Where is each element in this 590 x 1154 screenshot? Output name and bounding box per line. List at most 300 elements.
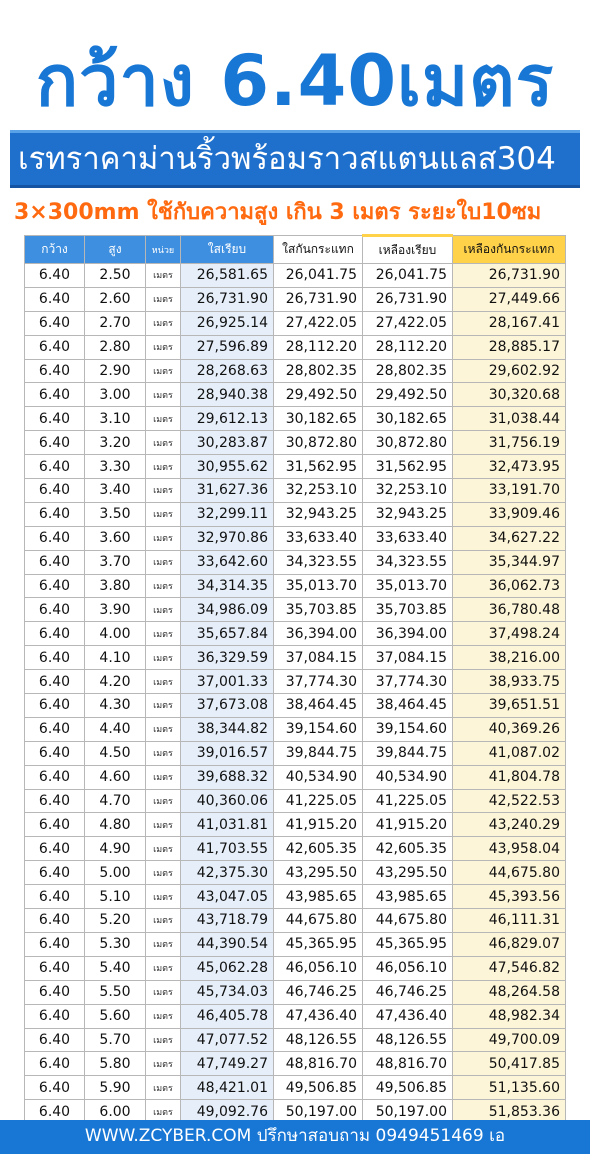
cell-clear-impact: 44,675.80 — [274, 909, 363, 933]
cell-height: 5.50 — [85, 980, 146, 1004]
cell-yellow-impact: 36,062.73 — [453, 574, 566, 598]
table-row — [25, 646, 566, 670]
cell-yellow-impact: 41,804.78 — [453, 765, 566, 789]
cell-clear-plain: 46,405.78 — [181, 1004, 274, 1028]
cell-yellow-impact: 31,756.19 — [453, 431, 566, 455]
cell-yellow-impact: 46,111.31 — [453, 909, 566, 933]
cell-height: 4.20 — [85, 670, 146, 694]
cell-width: 6.40 — [25, 837, 85, 861]
table-row — [25, 741, 566, 765]
table-row — [25, 526, 566, 550]
cell-clear-plain: 41,703.55 — [181, 837, 274, 861]
cell-yellow-plain: 26,041.75 — [363, 264, 453, 288]
cell-yellow-plain: 48,126.55 — [363, 1028, 453, 1052]
cell-yellow-impact: 30,320.68 — [453, 383, 566, 407]
table-row — [25, 694, 566, 718]
cell-yellow-plain: 39,154.60 — [363, 717, 453, 741]
cell-clear-impact: 43,295.50 — [274, 861, 363, 885]
cell-clear-impact: 43,985.65 — [274, 885, 363, 909]
header-unit: หน่วย — [146, 236, 181, 264]
table-row — [25, 813, 566, 837]
cell-width: 6.40 — [25, 956, 85, 980]
cell-height: 3.90 — [85, 598, 146, 622]
table-row — [25, 407, 566, 431]
cell-clear-plain: 40,360.06 — [181, 789, 274, 813]
table-row — [25, 1076, 566, 1100]
cell-clear-impact: 38,464.45 — [274, 694, 363, 718]
cell-yellow-impact: 27,449.66 — [453, 287, 566, 311]
cell-clear-plain: 26,581.65 — [181, 264, 274, 288]
cell-yellow-impact: 29,602.92 — [453, 359, 566, 383]
cell-height: 3.00 — [85, 383, 146, 407]
table-row — [25, 383, 566, 407]
cell-clear-plain: 42,375.30 — [181, 861, 274, 885]
cell-clear-impact: 42,605.35 — [274, 837, 363, 861]
cell-yellow-plain: 30,182.65 — [363, 407, 453, 431]
cell-height: 5.70 — [85, 1028, 146, 1052]
cell-height: 6.00 — [85, 1100, 146, 1124]
cell-clear-plain: 43,718.79 — [181, 909, 274, 933]
cell-clear-plain: 34,986.09 — [181, 598, 274, 622]
cell-clear-plain: 29,612.13 — [181, 407, 274, 431]
cell-height: 3.10 — [85, 407, 146, 431]
cell-clear-impact: 34,323.55 — [274, 550, 363, 574]
cell-yellow-impact: 33,909.46 — [453, 502, 566, 526]
cell-yellow-plain: 50,197.00 — [363, 1100, 453, 1124]
cell-clear-plain: 45,062.28 — [181, 956, 274, 980]
cell-clear-plain: 31,627.36 — [181, 479, 274, 503]
cell-yellow-impact: 45,393.56 — [453, 885, 566, 909]
cell-clear-plain: 45,734.03 — [181, 980, 274, 1004]
cell-clear-impact: 35,013.70 — [274, 574, 363, 598]
cell-clear-impact: 41,915.20 — [274, 813, 363, 837]
cell-clear-impact: 37,774.30 — [274, 670, 363, 694]
subtitle: 3×300mm ใช้กับความสูง เกิน 3 เมตร ระยะใบ10ซม — [14, 200, 542, 225]
cell-yellow-plain: 33,633.40 — [363, 526, 453, 550]
cell-yellow-impact: 49,700.09 — [453, 1028, 566, 1052]
cell-yellow-plain: 43,295.50 — [363, 861, 453, 885]
cell-unit: เมตร — [146, 335, 181, 359]
cell-height: 5.30 — [85, 932, 146, 956]
cell-yellow-impact: 37,498.24 — [453, 622, 566, 646]
table-row — [25, 622, 566, 646]
cell-clear-impact: 32,943.25 — [274, 502, 363, 526]
cell-clear-plain: 35,657.84 — [181, 622, 274, 646]
cell-height: 4.10 — [85, 646, 146, 670]
cell-clear-plain: 48,421.01 — [181, 1076, 274, 1100]
cell-yellow-plain: 29,492.50 — [363, 383, 453, 407]
cell-yellow-impact: 28,167.41 — [453, 311, 566, 335]
cell-height: 3.20 — [85, 431, 146, 455]
cell-height: 2.60 — [85, 287, 146, 311]
cell-clear-impact: 37,084.15 — [274, 646, 363, 670]
cell-yellow-impact: 44,675.80 — [453, 861, 566, 885]
cell-yellow-plain: 45,365.95 — [363, 932, 453, 956]
cell-clear-plain: 26,731.90 — [181, 287, 274, 311]
cell-height: 5.10 — [85, 885, 146, 909]
cell-yellow-plain: 47,436.40 — [363, 1004, 453, 1028]
cell-yellow-impact: 36,780.48 — [453, 598, 566, 622]
cell-height: 3.70 — [85, 550, 146, 574]
header-yellow-impact: เหลืองกันกระแทก — [453, 236, 566, 264]
cell-clear-plain: 28,268.63 — [181, 359, 274, 383]
table-row — [25, 287, 566, 311]
cell-clear-impact: 48,126.55 — [274, 1028, 363, 1052]
cell-width: 6.40 — [25, 502, 85, 526]
cell-height: 4.80 — [85, 813, 146, 837]
cell-clear-impact: 30,872.80 — [274, 431, 363, 455]
cell-unit: เมตร — [146, 1004, 181, 1028]
table-row — [25, 670, 566, 694]
cell-yellow-impact: 43,240.29 — [453, 813, 566, 837]
cell-clear-impact: 47,436.40 — [274, 1004, 363, 1028]
cell-clear-impact: 29,492.50 — [274, 383, 363, 407]
cell-yellow-impact: 35,344.97 — [453, 550, 566, 574]
cell-unit: เมตร — [146, 383, 181, 407]
table-row — [25, 264, 566, 288]
cell-clear-plain: 37,673.08 — [181, 694, 274, 718]
cell-yellow-impact: 38,216.00 — [453, 646, 566, 670]
cell-width: 6.40 — [25, 359, 85, 383]
cell-unit: เมตร — [146, 622, 181, 646]
cell-height: 5.90 — [85, 1076, 146, 1100]
cell-yellow-impact: 28,885.17 — [453, 335, 566, 359]
cell-unit: เมตร — [146, 932, 181, 956]
cell-unit: เมตร — [146, 813, 181, 837]
cell-width: 6.40 — [25, 287, 85, 311]
cell-unit: เมตร — [146, 479, 181, 503]
cell-clear-impact: 46,056.10 — [274, 956, 363, 980]
cell-height: 5.60 — [85, 1004, 146, 1028]
cell-clear-plain: 47,749.27 — [181, 1052, 274, 1076]
cell-unit: เมตร — [146, 980, 181, 1004]
cell-height: 5.00 — [85, 861, 146, 885]
cell-yellow-impact: 39,651.51 — [453, 694, 566, 718]
cell-unit: เมตร — [146, 837, 181, 861]
cell-unit: เมตร — [146, 574, 181, 598]
table-row — [25, 885, 566, 909]
cell-height: 2.70 — [85, 311, 146, 335]
cell-clear-plain: 47,077.52 — [181, 1028, 274, 1052]
cell-yellow-plain: 31,562.95 — [363, 455, 453, 479]
cell-clear-impact: 41,225.05 — [274, 789, 363, 813]
cell-yellow-plain: 30,872.80 — [363, 431, 453, 455]
table-row — [25, 861, 566, 885]
cell-width: 6.40 — [25, 431, 85, 455]
cell-width: 6.40 — [25, 765, 85, 789]
cell-width: 6.40 — [25, 479, 85, 503]
cell-width: 6.40 — [25, 1004, 85, 1028]
banner-text: เรทราคาม่านริ้วพร้อมราวสแตนแลส304 — [18, 141, 556, 177]
cell-clear-plain: 28,940.38 — [181, 383, 274, 407]
cell-width: 6.40 — [25, 741, 85, 765]
cell-width: 6.40 — [25, 717, 85, 741]
cell-unit: เมตร — [146, 694, 181, 718]
cell-unit: เมตร — [146, 670, 181, 694]
cell-unit: เมตร — [146, 717, 181, 741]
cell-yellow-plain: 27,422.05 — [363, 311, 453, 335]
cell-unit: เมตร — [146, 956, 181, 980]
cell-width: 6.40 — [25, 526, 85, 550]
cell-yellow-plain: 37,084.15 — [363, 646, 453, 670]
cell-yellow-plain: 40,534.90 — [363, 765, 453, 789]
table-row — [25, 431, 566, 455]
table-row — [25, 479, 566, 503]
cell-yellow-plain: 35,703.85 — [363, 598, 453, 622]
cell-unit: เมตร — [146, 1052, 181, 1076]
table-row — [25, 598, 566, 622]
cell-clear-impact: 39,154.60 — [274, 717, 363, 741]
header-clear-impact: ใสกันกระแทก — [274, 236, 363, 264]
table-row — [25, 311, 566, 335]
cell-unit: เมตร — [146, 550, 181, 574]
cell-width: 6.40 — [25, 407, 85, 431]
cell-width: 6.40 — [25, 1052, 85, 1076]
cell-clear-impact: 40,534.90 — [274, 765, 363, 789]
cell-yellow-impact: 48,264.58 — [453, 980, 566, 1004]
cell-unit: เมตร — [146, 1028, 181, 1052]
cell-clear-impact: 27,422.05 — [274, 311, 363, 335]
cell-yellow-plain: 41,915.20 — [363, 813, 453, 837]
cell-height: 5.20 — [85, 909, 146, 933]
cell-width: 6.40 — [25, 335, 85, 359]
cell-width: 6.40 — [25, 550, 85, 574]
cell-yellow-impact: 47,546.82 — [453, 956, 566, 980]
table-row — [25, 789, 566, 813]
cell-unit: เมตร — [146, 502, 181, 526]
cell-yellow-plain: 48,816.70 — [363, 1052, 453, 1076]
cell-yellow-impact: 42,522.53 — [453, 789, 566, 813]
cell-clear-plain: 44,390.54 — [181, 932, 274, 956]
cell-unit: เมตร — [146, 885, 181, 909]
cell-height: 3.60 — [85, 526, 146, 550]
cell-unit: เมตร — [146, 646, 181, 670]
cell-yellow-impact: 34,627.22 — [453, 526, 566, 550]
cell-width: 6.40 — [25, 861, 85, 885]
cell-clear-plain: 30,955.62 — [181, 455, 274, 479]
cell-unit: เมตร — [146, 1100, 181, 1124]
cell-width: 6.40 — [25, 1028, 85, 1052]
cell-clear-plain: 33,642.60 — [181, 550, 274, 574]
cell-width: 6.40 — [25, 455, 85, 479]
cell-clear-impact: 32,253.10 — [274, 479, 363, 503]
cell-yellow-impact: 46,829.07 — [453, 932, 566, 956]
cell-clear-plain: 39,016.57 — [181, 741, 274, 765]
cell-unit: เมตร — [146, 264, 181, 288]
cell-clear-impact: 49,506.85 — [274, 1076, 363, 1100]
table-row — [25, 359, 566, 383]
cell-height: 4.30 — [85, 694, 146, 718]
cell-height: 3.30 — [85, 455, 146, 479]
cell-width: 6.40 — [25, 789, 85, 813]
cell-yellow-plain: 44,675.80 — [363, 909, 453, 933]
cell-unit: เมตร — [146, 287, 181, 311]
cell-yellow-plain: 28,802.35 — [363, 359, 453, 383]
header-width: กว้าง — [25, 236, 85, 264]
cell-unit: เมตร — [146, 407, 181, 431]
header-clear-plain: ใสเรียบ — [181, 236, 274, 264]
cell-clear-impact: 26,041.75 — [274, 264, 363, 288]
cell-unit: เมตร — [146, 741, 181, 765]
cell-height: 5.80 — [85, 1052, 146, 1076]
table-row — [25, 717, 566, 741]
table-row — [25, 574, 566, 598]
cell-yellow-impact: 48,982.34 — [453, 1004, 566, 1028]
cell-yellow-impact: 38,933.75 — [453, 670, 566, 694]
cell-unit: เมตร — [146, 311, 181, 335]
cell-unit: เมตร — [146, 359, 181, 383]
cell-height: 3.80 — [85, 574, 146, 598]
cell-unit: เมตร — [146, 455, 181, 479]
cell-width: 6.40 — [25, 574, 85, 598]
cell-yellow-plain: 28,112.20 — [363, 335, 453, 359]
cell-unit: เมตร — [146, 765, 181, 789]
cell-clear-plain: 34,314.35 — [181, 574, 274, 598]
cell-height: 2.90 — [85, 359, 146, 383]
cell-clear-plain: 41,031.81 — [181, 813, 274, 837]
cell-clear-plain: 37,001.33 — [181, 670, 274, 694]
cell-yellow-plain: 43,985.65 — [363, 885, 453, 909]
table-row — [25, 932, 566, 956]
table-row — [25, 765, 566, 789]
cell-yellow-plain: 34,323.55 — [363, 550, 453, 574]
cell-yellow-impact: 41,087.02 — [453, 741, 566, 765]
cell-clear-impact: 35,703.85 — [274, 598, 363, 622]
cell-clear-impact: 33,633.40 — [274, 526, 363, 550]
cell-yellow-impact: 33,191.70 — [453, 479, 566, 503]
cell-width: 6.40 — [25, 646, 85, 670]
cell-yellow-plain: 49,506.85 — [363, 1076, 453, 1100]
cell-clear-impact: 39,844.75 — [274, 741, 363, 765]
cell-width: 6.40 — [25, 694, 85, 718]
cell-height: 4.00 — [85, 622, 146, 646]
cell-width: 6.40 — [25, 1100, 85, 1124]
cell-yellow-plain: 46,746.25 — [363, 980, 453, 1004]
cell-clear-plain: 30,283.87 — [181, 431, 274, 455]
cell-height: 4.70 — [85, 789, 146, 813]
cell-width: 6.40 — [25, 813, 85, 837]
cell-height: 4.60 — [85, 765, 146, 789]
table-row — [25, 1004, 566, 1028]
cell-yellow-impact: 43,958.04 — [453, 837, 566, 861]
cell-yellow-plain: 36,394.00 — [363, 622, 453, 646]
cell-clear-impact: 50,197.00 — [274, 1100, 363, 1124]
cell-clear-impact: 28,802.35 — [274, 359, 363, 383]
table-body — [25, 264, 566, 1124]
cell-yellow-plain: 35,013.70 — [363, 574, 453, 598]
cell-yellow-plain: 32,253.10 — [363, 479, 453, 503]
cell-clear-plain: 39,688.32 — [181, 765, 274, 789]
cell-yellow-impact: 50,417.85 — [453, 1052, 566, 1076]
footer-bar — [0, 1120, 590, 1154]
cell-yellow-plain: 37,774.30 — [363, 670, 453, 694]
cell-clear-impact: 31,562.95 — [274, 455, 363, 479]
cell-yellow-plain: 38,464.45 — [363, 694, 453, 718]
cell-width: 6.40 — [25, 383, 85, 407]
cell-height: 5.40 — [85, 956, 146, 980]
cell-width: 6.40 — [25, 598, 85, 622]
cell-clear-plain: 27,596.89 — [181, 335, 274, 359]
cell-width: 6.40 — [25, 264, 85, 288]
cell-yellow-impact: 32,473.95 — [453, 455, 566, 479]
table-row — [25, 837, 566, 861]
table-row — [25, 1052, 566, 1076]
cell-clear-plain: 49,092.76 — [181, 1100, 274, 1124]
cell-yellow-impact: 40,369.26 — [453, 717, 566, 741]
cell-width: 6.40 — [25, 311, 85, 335]
page-title: กว้าง 6.40เมตร — [35, 40, 555, 122]
cell-width: 6.40 — [25, 670, 85, 694]
cell-unit: เมตร — [146, 861, 181, 885]
cell-yellow-impact: 51,853.36 — [453, 1100, 566, 1124]
cell-clear-plain: 38,344.82 — [181, 717, 274, 741]
cell-yellow-impact: 26,731.90 — [453, 264, 566, 288]
table-row — [25, 1028, 566, 1052]
cell-clear-plain: 32,299.11 — [181, 502, 274, 526]
cell-clear-impact: 26,731.90 — [274, 287, 363, 311]
cell-clear-impact: 48,816.70 — [274, 1052, 363, 1076]
cell-unit: เมตร — [146, 1076, 181, 1100]
table-row — [25, 550, 566, 574]
cell-unit: เมตร — [146, 598, 181, 622]
cell-yellow-plain: 39,844.75 — [363, 741, 453, 765]
cell-yellow-plain: 41,225.05 — [363, 789, 453, 813]
cell-clear-impact: 36,394.00 — [274, 622, 363, 646]
cell-yellow-impact: 51,135.60 — [453, 1076, 566, 1100]
cell-height: 3.40 — [85, 479, 146, 503]
cell-yellow-plain: 42,605.35 — [363, 837, 453, 861]
cell-width: 6.40 — [25, 980, 85, 1004]
cell-width: 6.40 — [25, 909, 85, 933]
cell-width: 6.40 — [25, 622, 85, 646]
cell-clear-impact: 30,182.65 — [274, 407, 363, 431]
header-height: สูง — [85, 236, 146, 264]
cell-width: 6.40 — [25, 1076, 85, 1100]
cell-yellow-plain: 32,943.25 — [363, 502, 453, 526]
table-row — [25, 956, 566, 980]
cell-height: 4.90 — [85, 837, 146, 861]
table-header-row — [25, 236, 566, 264]
cell-height: 2.80 — [85, 335, 146, 359]
cell-yellow-plain: 46,056.10 — [363, 956, 453, 980]
cell-height: 2.50 — [85, 264, 146, 288]
cell-clear-plain: 36,329.59 — [181, 646, 274, 670]
cell-clear-plain: 43,047.05 — [181, 885, 274, 909]
cell-clear-plain: 26,925.14 — [181, 311, 274, 335]
cell-unit: เมตร — [146, 431, 181, 455]
cell-width: 6.40 — [25, 885, 85, 909]
cell-clear-impact: 46,746.25 — [274, 980, 363, 1004]
cell-unit: เมตร — [146, 526, 181, 550]
cell-width: 6.40 — [25, 932, 85, 956]
cell-height: 4.40 — [85, 717, 146, 741]
price-table — [24, 234, 566, 1124]
table-row — [25, 909, 566, 933]
cell-height: 4.50 — [85, 741, 146, 765]
cell-unit: เมตร — [146, 909, 181, 933]
table-row — [25, 502, 566, 526]
footer-text: WWW.ZCYBER.COM ปรึกษาสอบถาม 0949451469 เอ — [84, 1126, 506, 1146]
cell-clear-plain: 32,970.86 — [181, 526, 274, 550]
header-yellow-plain: เหลืองเรียบ — [363, 236, 453, 264]
cell-unit: เมตร — [146, 789, 181, 813]
cell-clear-impact: 28,112.20 — [274, 335, 363, 359]
table-row — [25, 335, 566, 359]
banner — [10, 130, 580, 188]
table-row — [25, 455, 566, 479]
cell-height: 3.50 — [85, 502, 146, 526]
cell-yellow-impact: 31,038.44 — [453, 407, 566, 431]
